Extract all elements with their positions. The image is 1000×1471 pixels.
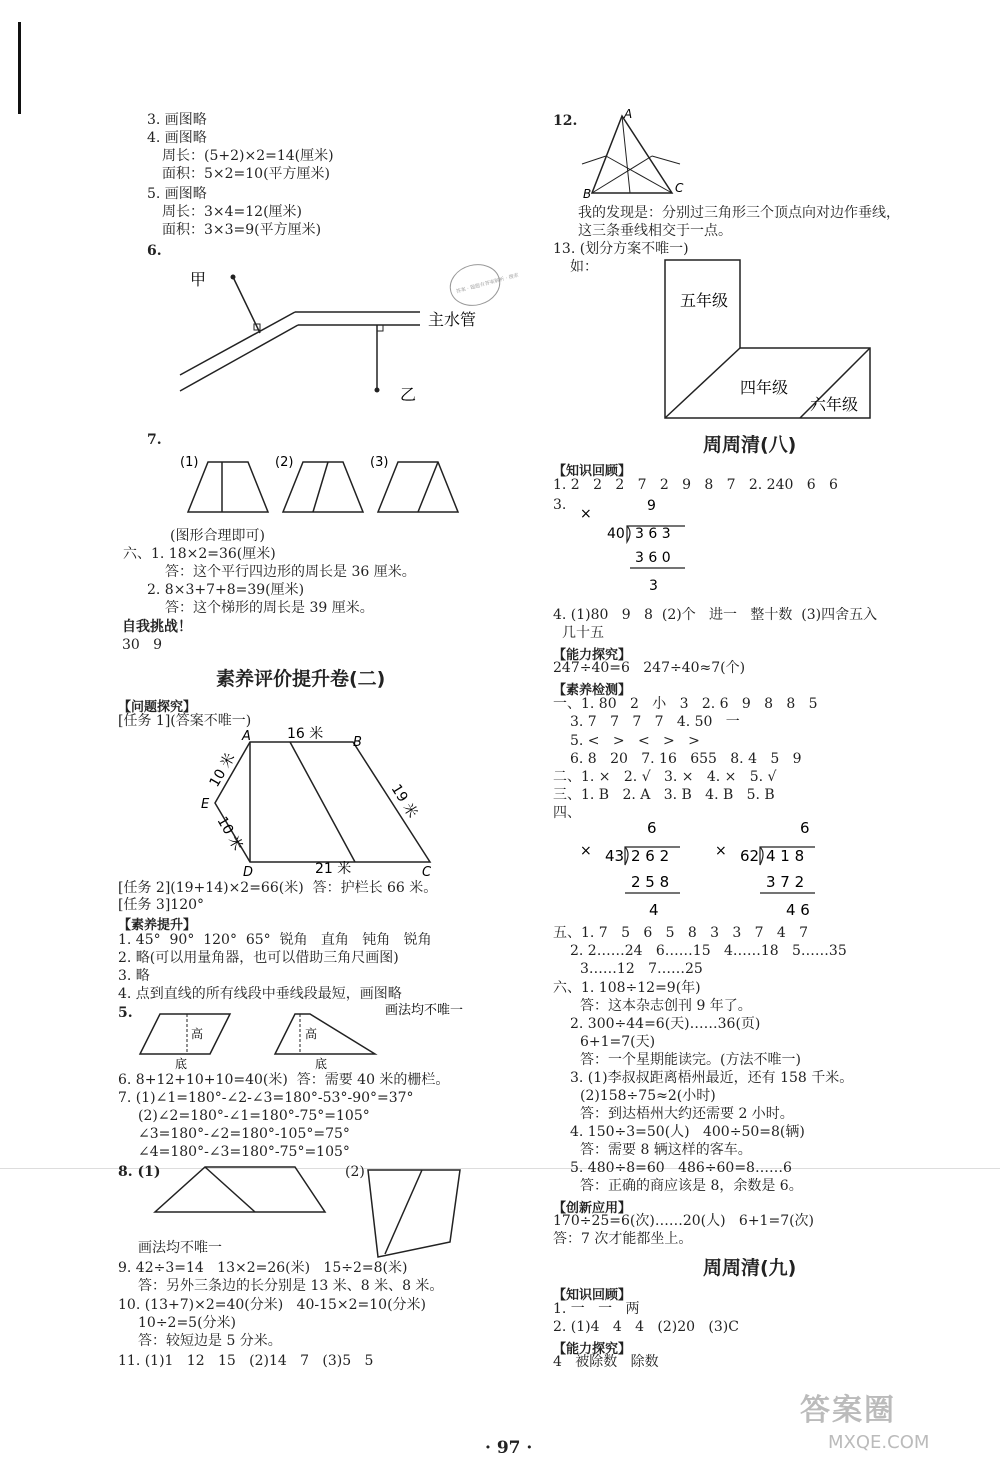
- improve-4: 4. 点到直线的所有线段中垂线段最短，画图略: [118, 986, 402, 1002]
- header-knowledge-review: 【知识回顾】: [553, 464, 632, 479]
- svg-text:21 米: 21 米: [315, 861, 352, 877]
- week9-ability: 4 被除数 除数: [553, 1354, 659, 1370]
- label-jia: 甲: [190, 270, 207, 289]
- week9-1: 1. 一 一 两: [553, 1301, 640, 1317]
- test-2: 二、1. × 2. √ 3. × 4. × 5. √: [553, 769, 777, 785]
- test-6-2: 2. 300÷44=6(天)……36(页): [570, 1016, 761, 1032]
- svg-text:(3): (3): [370, 455, 389, 470]
- improve-8-part2: (2): [345, 1164, 365, 1180]
- svg-text:62: 62: [740, 847, 760, 865]
- improve-7-2: (2)∠2=180°-∠1=180°-75°=105°: [138, 1108, 370, 1124]
- answer-13: 13. (划分方案不唯一): [553, 241, 689, 257]
- challenge-answer: 30 9: [122, 637, 163, 653]
- answer-4-area: 面积：5×2=10(平方厘米): [162, 166, 331, 182]
- trapezoid-division-figure: [180, 452, 440, 522]
- svg-text:2 5 8: 2 5 8: [631, 873, 670, 891]
- test-1-3: 3. 7 7 7 7 4. 50 一: [570, 714, 740, 730]
- label-main-pipe: 主水管: [428, 310, 477, 329]
- answer-6-label: 6.: [147, 243, 162, 259]
- svg-text:3 6 3: 3 6 3: [635, 526, 671, 542]
- test-5-3: 3……12 7……25: [580, 961, 703, 977]
- improve-8-note: 画法均不唯一: [138, 1240, 222, 1256]
- week8-4b: 几十五: [562, 625, 604, 641]
- test-4: 四、: [553, 805, 581, 821]
- test-6-5-ans: 答：正确的商应该是 8，余数是 6。: [580, 1178, 803, 1194]
- test-6-3-ans: 答：到达梧州大约还需要 2 小时。: [580, 1106, 794, 1122]
- task-3: [任务 3]120°: [118, 897, 205, 913]
- test-6-5: 5. 480÷8=60 486÷60=8……6: [570, 1160, 792, 1176]
- answer-12-label: 12.: [553, 113, 578, 129]
- header-ability-explore: 【能力探究】: [553, 648, 632, 663]
- answer-6-2-ans: 答：这个梯形的周长是 39 厘米。: [165, 600, 374, 616]
- svg-text:C: C: [675, 181, 684, 195]
- svg-text:6: 6: [800, 819, 810, 837]
- svg-text:(1): (1): [180, 455, 199, 470]
- improve-3: 3. 略: [118, 968, 150, 984]
- svg-text:C: C: [422, 865, 432, 880]
- svg-text:B: B: [353, 735, 362, 750]
- challenge-heading: 自我挑战！: [122, 619, 192, 635]
- innovation-ans: 答：7 次才能都坐上。: [553, 1231, 693, 1247]
- svg-text:16 米: 16 米: [287, 726, 324, 742]
- answer-3: 3. 画图略: [147, 112, 207, 128]
- note-7: (图形合理即可): [170, 528, 265, 544]
- svg-text:B: B: [583, 187, 592, 201]
- test-3: 三、1. B 2. A 3. B 4. B 5. B: [553, 787, 775, 803]
- section-title-assessment: 素养评价提升卷(二): [216, 668, 386, 690]
- header-problem-explore: 【问题探究】: [118, 700, 197, 715]
- header-ability-explore-9: 【能力探究】: [553, 1342, 632, 1357]
- svg-text:画法均不唯一: 画法均不唯一: [385, 1003, 464, 1018]
- task-2: [任务 2](19+14)×2=66(米) 答：护栏长 66 米。: [118, 880, 438, 896]
- svg-text:×: ×: [715, 843, 727, 859]
- test-6-1-ans: 答：这本杂志创刊 9 年了。: [580, 998, 752, 1014]
- improve-6: 6. 8+12+10+10=40(米) 答：需要 40 米的栅栏。: [118, 1072, 450, 1088]
- svg-text:40: 40: [607, 526, 625, 542]
- label-yi: 乙: [400, 385, 417, 404]
- improve-9-ans: 答：另外三条边的长分别是 13 米、8 米、8 米。: [138, 1278, 444, 1294]
- header-literacy-test: 【素养检测】: [553, 683, 632, 698]
- section-title-week8: 周周清(八): [703, 434, 797, 456]
- improve-9: 9. 42÷3=14 13×2=26(米) 15÷2=8(米): [118, 1260, 408, 1276]
- page-number: · 97 ·: [485, 1438, 533, 1458]
- grade-division-figure: [660, 258, 875, 423]
- answer-5-perimeter: 周长：3×4=12(厘米): [162, 204, 303, 220]
- svg-text:2 6 2: 2 6 2: [631, 847, 670, 865]
- answer-6-1: 六、1. 18×2=36(厘米): [123, 546, 276, 562]
- test-6-3b: (2)158÷75≈2(小时): [580, 1088, 716, 1104]
- test-1-5: 5. < > < > >: [570, 733, 700, 749]
- triangle-altitudes-figure: [580, 108, 690, 203]
- test-6-4-ans: 答：需要 8 辆这样的客车。: [580, 1142, 752, 1158]
- answer-4-perimeter: 周长：(5+2)×2=14(厘米): [162, 148, 334, 164]
- header-literacy-improve: 【素养提升】: [118, 918, 197, 933]
- svg-text:底: 底: [175, 1057, 188, 1071]
- improve-1: 1. 45° 90° 120° 65° 锐角 直角 钝角 锐角: [118, 932, 432, 948]
- ability-1: 247÷40=6 247÷40≈7(个): [553, 660, 746, 676]
- svg-text:(2): (2): [275, 455, 294, 470]
- watermark-url: MXQE.COM: [828, 1432, 930, 1453]
- svg-text:D: D: [243, 865, 254, 880]
- svg-text:A: A: [242, 729, 251, 744]
- division-1: [575, 498, 715, 598]
- water-pipe-figure: [170, 255, 520, 415]
- division-3: [710, 815, 850, 920]
- improve-2: 2. 略(可以用量角器，也可以借助三角尺画图): [118, 950, 399, 966]
- svg-text:答案 · 题题有答案解析 · 搜索: 答案 · 题题有答案解析 · 搜索: [455, 272, 520, 296]
- test-1-6: 6. 8 20 7. 16 655 8. 4 5 9: [570, 751, 802, 767]
- svg-text:高: 高: [191, 1027, 204, 1041]
- improve-7-3: ∠3=180°-∠2=180°-105°=75°: [138, 1126, 350, 1142]
- test-6-3: 3. (1)李叔叔距离梧州最近，还有 158 千米。: [570, 1070, 854, 1086]
- svg-text:3 6 0: 3 6 0: [635, 550, 671, 566]
- improve-7-4: ∠4=180°-∠3=180°-75°=105°: [138, 1144, 350, 1160]
- svg-text:×: ×: [580, 506, 592, 522]
- svg-text:六年级: 六年级: [810, 395, 859, 414]
- svg-text:4 1 8: 4 1 8: [766, 847, 805, 865]
- svg-text:43: 43: [605, 847, 625, 865]
- svg-text:E: E: [201, 797, 210, 812]
- svg-text:4: 4: [649, 901, 659, 919]
- improve-10: 10. (13+7)×2=40(分米) 40-15×2=10(分米): [118, 1297, 427, 1313]
- answer-7-label: 7.: [147, 432, 162, 448]
- innovation-1: 170÷25=6(次)……20(人) 6+1=7(次): [553, 1213, 815, 1229]
- test-6-2b: 6+1=7(天): [580, 1034, 656, 1050]
- test-6-2-ans: 答：一个星期能读完。(方法不唯一): [580, 1052, 801, 1068]
- improve-5-label: 5.: [118, 1005, 133, 1021]
- svg-text:3 7 2: 3 7 2: [766, 873, 805, 891]
- svg-text:4 6: 4 6: [786, 901, 810, 919]
- answer-6-2: 2. 8×3+7+8=39(厘米): [147, 582, 305, 598]
- answer-5: 5. 画图略: [147, 186, 207, 202]
- test-6-1: 六、1. 108÷12=9(年): [553, 980, 701, 996]
- svg-text:3: 3: [649, 578, 658, 594]
- watermark-logo: 答案圈: [800, 1393, 896, 1428]
- week8-4: 4. (1)80 9 8 (2)个 进一 整十数 (3)四舍五入: [553, 607, 878, 623]
- improve-8-label: 8. (1): [118, 1164, 161, 1180]
- answer-6-1-ans: 答：这个平行四边形的周长是 36 厘米。: [165, 564, 416, 580]
- test-5-2: 2. 2……24 6……15 4……18 5……35: [570, 943, 847, 959]
- week8-1: 1. 2 2 2 7 2 9 8 7 2. 240 6 6: [553, 477, 838, 493]
- svg-text:底: 底: [315, 1057, 328, 1071]
- svg-text:10 米: 10 米: [206, 750, 239, 790]
- svg-text:6: 6: [647, 819, 657, 837]
- test-6-4: 4. 150÷3=50(人) 400÷50=8(辆): [570, 1124, 805, 1140]
- section-title-week9: 周周清(九): [703, 1257, 797, 1279]
- svg-text:10 米: 10 米: [213, 814, 246, 854]
- test-1-1: 一、1. 80 2 小 3 2. 6 9 8 8 5: [553, 696, 818, 712]
- svg-text:19 米: 19 米: [387, 781, 421, 821]
- svg-text:A: A: [624, 107, 633, 121]
- test-5-1: 五、1. 7 5 6 5 8 3 3 7 4 7: [553, 925, 809, 941]
- fence-figure: [195, 728, 455, 878]
- week9-2: 2. (1)4 4 4 (2)20 (3)C: [553, 1319, 739, 1335]
- improve-7-1: 7. (1)∠1=180°-∠2-∠3=180°-53°-90°=37°: [118, 1090, 414, 1106]
- svg-text:四年级: 四年级: [740, 378, 789, 397]
- answer-4: 4. 画图略: [147, 130, 207, 146]
- week8-3: 3.: [553, 497, 567, 513]
- discovery-1: 我的发现是：分别过三角形三个顶点向对边作垂线，: [578, 205, 900, 221]
- division-2: [575, 815, 715, 920]
- task-1: [任务 1](答案不唯一): [118, 713, 252, 729]
- svg-text:9: 9: [647, 498, 656, 514]
- answer-5-area: 面积：3×3=9(平方厘米): [162, 222, 322, 238]
- stamp: [446, 254, 524, 311]
- improve-11: 11. (1)1 12 15 (2)14 7 (3)5 5: [118, 1353, 374, 1369]
- improve-10-ans: 答：较短边是 5 分米。: [138, 1333, 282, 1349]
- svg-text:高: 高: [305, 1027, 318, 1041]
- answer-13-eg: 如：: [570, 259, 598, 275]
- header-innovation: 【创新应用】: [553, 1201, 632, 1216]
- height-figure: [135, 1002, 495, 1072]
- svg-text:×: ×: [580, 843, 592, 859]
- discovery-2: 这三条垂线相交于一点。: [578, 223, 732, 239]
- svg-text:五年级: 五年级: [680, 291, 729, 310]
- margin-bar: [18, 22, 21, 114]
- improve-10-b: 10÷2=5(分米): [138, 1315, 237, 1331]
- header-knowledge-review-9: 【知识回顾】: [553, 1288, 632, 1303]
